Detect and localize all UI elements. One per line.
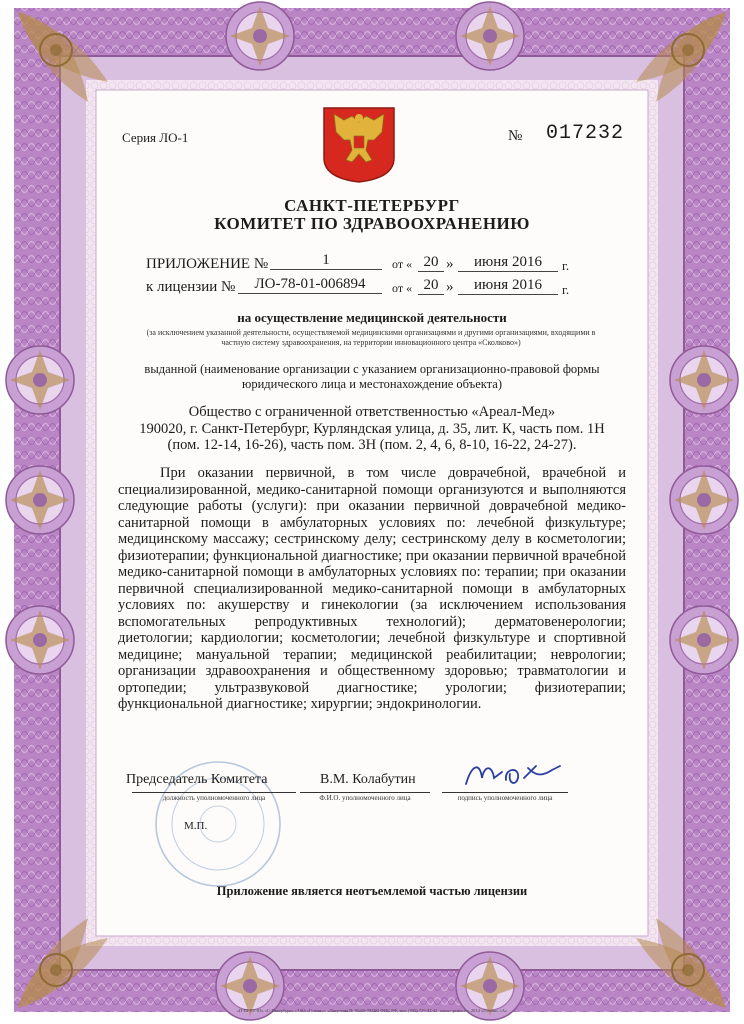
appendix-day: 20: [418, 254, 444, 272]
appendix-month-year: июня 2016: [458, 254, 558, 272]
signatory-name: В.М. Колабутин: [320, 772, 416, 787]
footer-note: Приложение является неотъемлемой частью лицензии: [216, 884, 528, 898]
appendix-number: 1: [270, 252, 382, 270]
appendix-year-suffix: г.: [562, 258, 570, 273]
license-from: от «: [392, 281, 413, 295]
coat-of-arms-emblem: [322, 106, 396, 184]
license-day-close: »: [446, 279, 454, 295]
organization-address-line1: 190020, г. Санкт-Петербург, Курляндская улица, д. 35, лит. К, часть пом. 1Н: [139, 420, 605, 437]
signatory-position: Председатель Комитета: [126, 772, 268, 787]
license-month-year: июня 2016: [458, 277, 558, 295]
exclusion-note: (за исключением указанной деятельности, осуществляемой медицинскими организациями и другими организациями, входящими в частную систему здравоохранения, на территории инновационного центра «Сколково»): [146, 328, 596, 347]
appendix-label: ПРИЛОЖЕНИЕ №: [146, 256, 269, 272]
license-number: ЛО-78-01-006894: [238, 276, 382, 294]
issued-to-caption: выданной (наименование организации с указанием организационно-правовой формы юридического лица и местонахождение объекта): [144, 362, 600, 391]
series-label: Серия ЛО-1: [122, 130, 189, 145]
name-caption: Ф.И.О. уполномоченного лица: [300, 792, 430, 802]
sign-caption: подпись уполномоченного лица: [442, 792, 568, 802]
committee-title: КОМИТЕТ ПО ЗДРАВООХРАНЕНИЮ: [214, 214, 530, 233]
organization-address-line2: (пом. 12-14, 16-26), часть пом. 3Н (пом. 2, 4, 6, 8-10, 16-22, 24-27).: [167, 437, 577, 453]
organization-name: Общество с ограниченной ответственностью «Ареал-Мед»: [188, 404, 556, 420]
license-label: к лицензии №: [146, 279, 236, 295]
city-title: САНКТ-ПЕТЕРБУРГ: [284, 196, 460, 215]
position-caption: должность уполномоченного лица: [132, 792, 296, 802]
activity-heading: на осуществление медицинской деятельности: [237, 310, 507, 325]
organization-block: [118, 404, 626, 454]
number-sign: №: [508, 128, 523, 144]
license-year-suffix: г.: [562, 282, 570, 297]
license-day: 20: [418, 277, 444, 295]
appendix-from: от «: [392, 257, 413, 271]
print-info: «П-Ш-ЕТ-03» «С-Петербург» «ЗАО «Гознак»» «Лицензия № 05-05-09/003 ФНС РФ, тел. (495) 726-47-42, www.opcion.ru» 2014 «Гознак» «А»: [236, 1008, 508, 1013]
services-paragraph: При оказании первичной, в том числе доврачебной, врачебной и специализированной, медико-санитарной помощи организуются и выполняются следующие работы (услуги): при оказании первичной доврачебной медико-санитарной помощи в амбулаторных условиях по: лечебной физкультуре; медицинскому массажу; сестринскому делу; сестринскому делу в косметологии; физиотерапии; функциональной диагностике; при оказании первичной врачебной медико-санитарной помощи в амбулаторных условиях по: терапии; при оказании первичной специализированной медико-санитарной помощи в амбулаторных условиях по: акушерству и гинекологии (за исключением использования вспомогательных репродуктивных технологий); дерматовенерологии; диетологии; кардиологии; косметологии; лечебной физкультуре и спортивной медицине; мануальной терапии; медицинской реабилитации; неврологии; организации здравоохранения и общественному здоровью; травматологии и ортопедии; ультразвуковой диагностике; урологии; физиотерапии; функциональной диагностике; хирургии; эндокринологии.: [118, 465, 626, 712]
stamp-place-label: М.П.: [184, 820, 208, 832]
form-number: 017232: [546, 122, 625, 145]
appendix-day-close: »: [446, 256, 454, 272]
handwritten-signature: [462, 758, 566, 792]
